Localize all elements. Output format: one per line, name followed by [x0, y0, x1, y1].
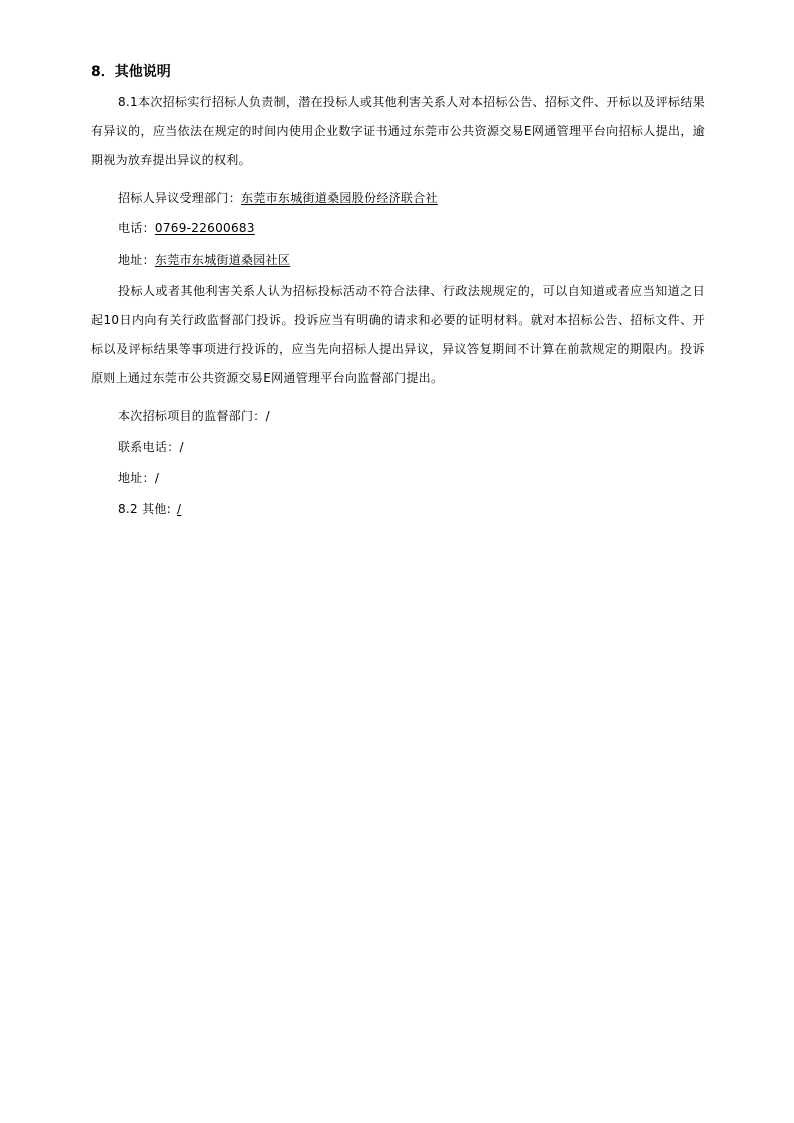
supervision-phone-line: 联系电话：/	[118, 440, 184, 454]
section-heading: 8．其他说明	[91, 64, 171, 80]
other-label: 8.2 其他:	[118, 502, 172, 516]
other-value: /	[177, 502, 182, 516]
supervision-dept-line: 本次招标项目的监督部门：/	[118, 409, 270, 423]
complaint-paragraph: 投标人或者其他利害关系人认为招标投标活动不符合法律、行政法规规定的，可以自知道或者应当知道之日起10日内向有关行政监督部门投诉。投诉应当有明确的请求和必要的证明材料。就对本招标公告、招标文件、开标以及评标结果等事项进行投诉的，应当先向招标人提出异议，异议答复期间不计算在前款规定的期限内。投诉原则上通过东莞市公共资源交易E网通管理平台向监督部门提出。	[91, 284, 705, 385]
objection-paragraph: 8.1本次招标实行招标人负责制，潜在投标人或其他利害关系人对本招标公告、招标文件、开标以及评标结果有异议的，应当依法在规定的时间内使用企业数字证书通过东莞市公共资源交易E网通管理平台向招标人提出，逾期视为放弃提出异议的权利。	[91, 95, 705, 167]
objection-dept-label: 招标人异议受理部门：	[118, 191, 242, 205]
phone-label: 电话：	[118, 221, 155, 235]
supervision-address-line: 地址：/	[118, 471, 160, 485]
address-label: 地址：	[118, 253, 155, 267]
other-line	[118, 499, 183, 519]
objection-dept-value: 东莞市东城街道桑园股份经济联合社	[241, 191, 438, 205]
address-line	[118, 250, 290, 270]
address-value: 东莞市东城街道桑园社区	[154, 253, 291, 267]
phone-line	[118, 218, 255, 238]
phone-value: 0769-22600683	[154, 221, 255, 235]
objection-dept-line	[118, 188, 438, 208]
